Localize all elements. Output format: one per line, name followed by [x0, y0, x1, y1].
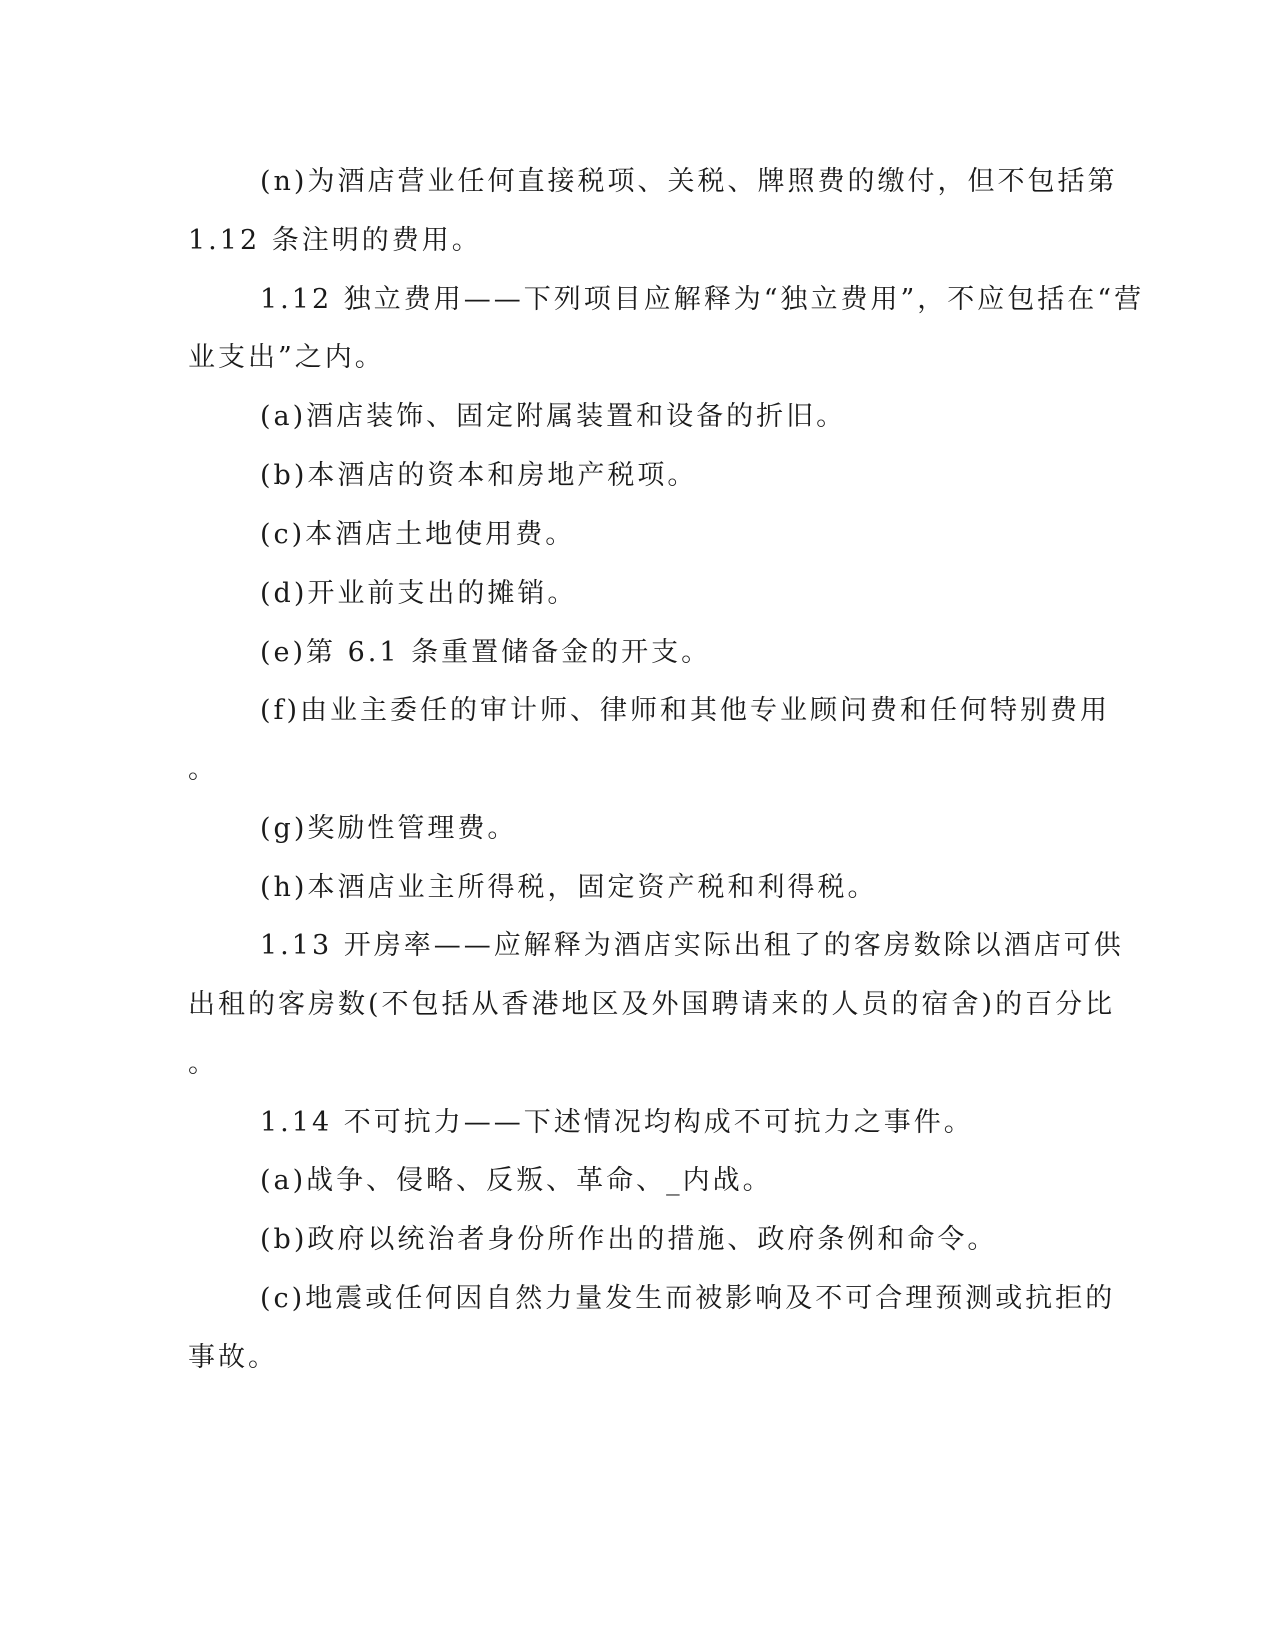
paragraph-line: (h)本酒店业主所得税，固定资产税和利得税。: [260, 872, 878, 903]
paragraph-line: 业支出”之内。: [188, 342, 385, 373]
paragraph-line: (c)本酒店土地使用费。: [260, 519, 576, 550]
paragraph-line: 1.12 独立费用——下列项目应解释为“独立费用”，不应包括在“营: [260, 284, 1145, 315]
paragraph-line: 出租的客房数(不包括从香港地区及外国聘请来的人员的宿舍)的百分比: [188, 989, 1116, 1020]
paragraph-line: 。: [188, 754, 218, 785]
paragraph-line: (a)酒店装饰、固定附属装置和设备的折旧。: [260, 401, 847, 432]
paragraph-line: (n)为酒店营业任何直接税项、关税、牌照费的缴付，但不包括第: [260, 166, 1118, 197]
paragraph-line: (b)政府以统治者身份所作出的措施、政府条例和命令。: [260, 1224, 998, 1255]
paragraph-line: 事故。: [188, 1342, 278, 1373]
paragraph-line: (f)由业主委任的审计师、律师和其他专业顾问费和任何特别费用: [260, 695, 1111, 726]
paragraph-line: (a)战争、侵略、反叛、革命、_内战。: [260, 1165, 773, 1196]
paragraph-line: (c)地震或任何因自然力量发生而被影响及不可合理预测或抗拒的: [260, 1283, 1116, 1314]
paragraph-line: (b)本酒店的资本和房地产税项。: [260, 460, 698, 491]
paragraph-line: (g)奖励性管理费。: [260, 813, 518, 844]
paragraph-line: (e)第 6.1 条重置储备金的开支。: [260, 637, 712, 668]
paragraph-line: (d)开业前支出的摊销。: [260, 578, 578, 609]
paragraph-line: 1.12 条注明的费用。: [188, 225, 482, 256]
paragraph-line: 1.13 开房率——应解释为酒店实际出租了的客房数除以酒店可供: [260, 930, 1124, 961]
paragraph-line: 。: [188, 1048, 218, 1079]
paragraph-line: 1.14 不可抗力——下述情况均构成不可抗力之事件。: [260, 1107, 974, 1138]
